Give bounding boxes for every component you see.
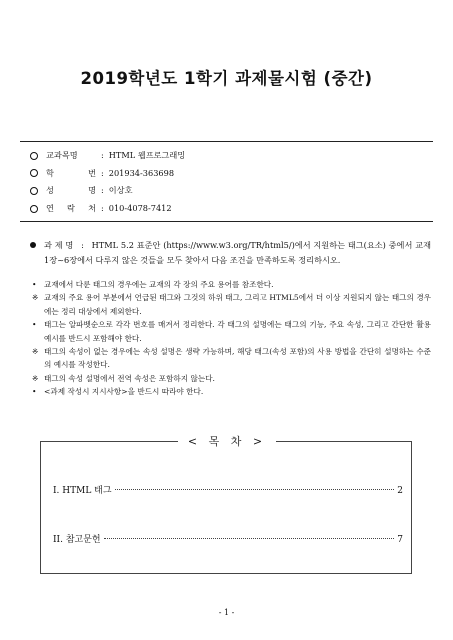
circle-bullet-icon xyxy=(30,169,38,177)
note-item: • 태그는 알파벳순으로 각각 번호를 매겨서 정리한다. 각 태그의 설명에는 태그의 기능, 주요 속성, 그리고 간단한 활용 예시를 반드시 포함해야 한다. xyxy=(32,320,431,343)
toc-item[interactable] xyxy=(53,532,403,545)
info-row-contact: 연 락 처 : 010-4078-7412 xyxy=(30,200,185,218)
student-info xyxy=(30,147,185,217)
toc-leader xyxy=(115,489,395,490)
circle-bullet-icon xyxy=(30,152,38,160)
info-value: 010-4078-7412 xyxy=(108,202,172,213)
assignment-text: HTML 5.2 표준안 (https://www.w3.org/TR/html5/)에서 지원하는 태그(요소) 중에서 교재 1장~6장에서 다루지 않은 것들을 모두 찾아서 다음 조건을 만족하도록 정리하시오. xyxy=(44,240,431,265)
note-item: • <과제 작성시 지시사항>을 반드시 따라야 한다. xyxy=(32,387,204,397)
page-title: 2019학년도 1학기 과제물시험 (중간) xyxy=(80,69,373,88)
toc-item-label: II. 참고문헌 xyxy=(53,535,101,545)
note-item: • 교재에서 다룬 태그의 경우에는 교재의 각 장의 주요 용어를 참조한다. xyxy=(32,280,274,289)
info-value: HTML 웹프로그래밍 xyxy=(108,150,186,160)
toc-title: < 목 차 > xyxy=(187,435,267,448)
note-item: ※ 교재의 주요 용어 부분에서 언급된 태그와 그것의 하위 태그, 그리고 HTML5에서 더 이상 지원되지 않는 태그의 경우에는 정리 대상에서 제외한다. xyxy=(32,293,431,316)
circle-bullet-icon xyxy=(30,205,38,213)
info-value: 201934-363698 xyxy=(108,167,175,178)
info-row-name: 성 명 : 이상호 xyxy=(30,182,185,200)
divider-top xyxy=(20,141,433,142)
table-of-contents xyxy=(40,441,412,574)
assignment-section: 과 제 명 : HTML 5.2 표준안 (https://www.w3.org/TR/html5/)에서 지원하는 태그(요소) 중에서 교재 1장~6장에서 다루지 않은 것들을 모두 찾아서 다음 조건을 만족하도록 정리하시오. xyxy=(30,238,431,268)
circle-bullet-icon xyxy=(30,187,38,195)
toc-leader xyxy=(104,538,395,539)
toc-item-page: 2 xyxy=(397,486,403,496)
info-row-course: 교과목명 : HTML 웹프로그래밍 xyxy=(30,147,185,165)
toc-item-label: I. HTML 태그 xyxy=(53,486,112,496)
info-label: 교과목명 xyxy=(46,150,78,160)
info-value: 이상호 xyxy=(108,185,133,196)
info-label: 연 락 처 xyxy=(46,202,96,213)
note-item: ※ 태그의 속성이 없는 경우에는 속성 설명은 생략 가능하며, 해당 태그(속성 포함)의 사용 방법을 간단히 설명하는 수준의 예시를 작성한다. xyxy=(32,347,431,370)
toc-item-page: 7 xyxy=(397,535,403,545)
divider-bottom xyxy=(20,221,433,222)
note-item: ※ 태그의 속성 설명에서 전역 속성은 포함하지 않는다. xyxy=(32,373,215,383)
assignment-notes xyxy=(32,278,431,399)
info-label: 학 번 xyxy=(46,167,96,178)
info-row-student-id: 학 번 : 201934-363698 xyxy=(30,165,185,183)
assignment-label: 과 제 명 xyxy=(44,240,74,250)
toc-item[interactable] xyxy=(53,483,403,496)
page-number: - 1 - xyxy=(218,608,235,617)
info-label: 성 명 xyxy=(46,185,96,196)
filled-bullet-icon xyxy=(30,242,36,248)
